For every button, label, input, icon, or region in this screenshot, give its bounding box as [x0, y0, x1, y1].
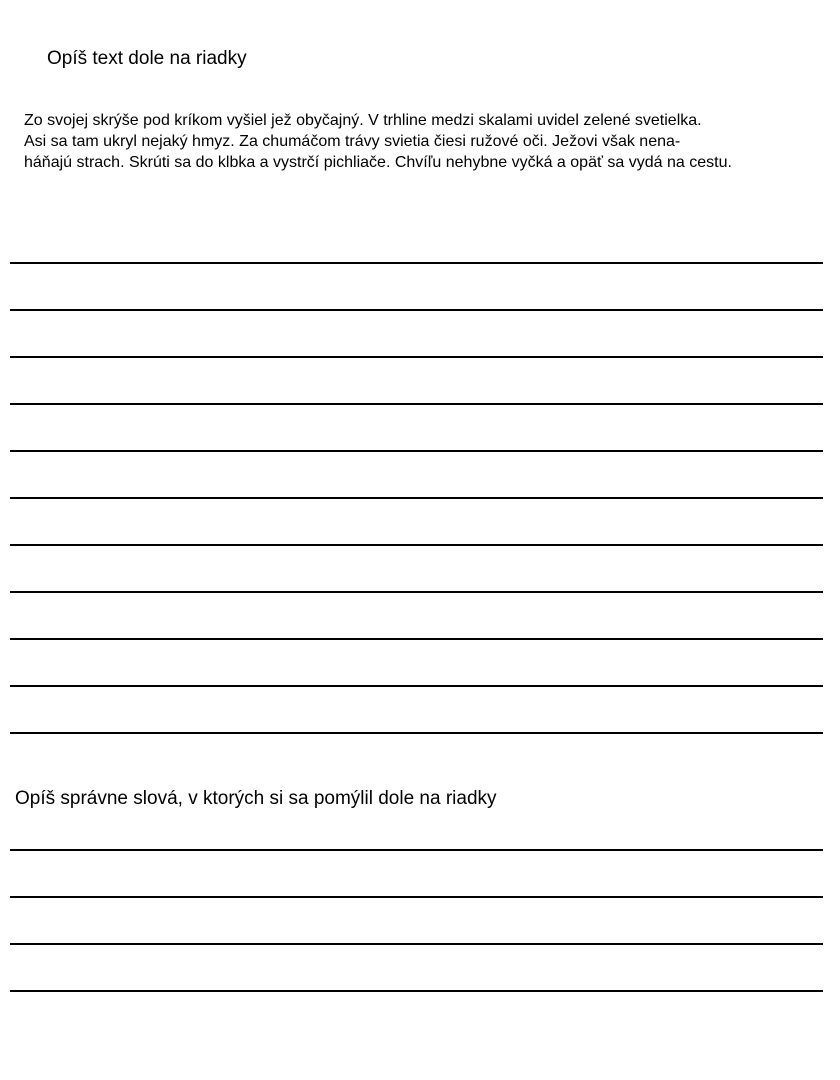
correction-line — [10, 943, 823, 945]
writing-line — [10, 544, 823, 546]
writing-line — [10, 638, 823, 640]
writing-line — [10, 732, 823, 734]
passage-text — [24, 110, 732, 173]
writing-line — [10, 497, 823, 499]
writing-line — [10, 591, 823, 593]
writing-line — [10, 309, 823, 311]
correction-line — [10, 849, 823, 851]
passage-line: Asi sa tam ukryl nejaký hmyz. Za chumáčom trávy svietia čiesi ružové oči. Ježovi však nena- — [24, 133, 681, 150]
writing-line — [10, 262, 823, 264]
passage-line: háňajú strach. Skrúti sa do klbka a vystrčí pichliače. Chvíľu nehybne vyčká a opäť sa vydá na cestu. — [24, 154, 732, 171]
instruction-corrections-text: Opíš správne slová, v ktorých si sa pomýlil dole na riadky — [15, 788, 497, 809]
writing-line — [10, 450, 823, 452]
instruction-copy-text: Opíš text dole na riadky — [47, 48, 247, 69]
writing-line — [10, 356, 823, 358]
writing-line — [10, 685, 823, 687]
correction-line — [10, 896, 823, 898]
writing-line — [10, 403, 823, 405]
passage-line: Zo svojej skrýše pod kríkom vyšiel jež obyčajný. V trhline medzi skalami uvidel zelené svetielka. — [24, 112, 702, 129]
correction-line — [10, 990, 823, 992]
